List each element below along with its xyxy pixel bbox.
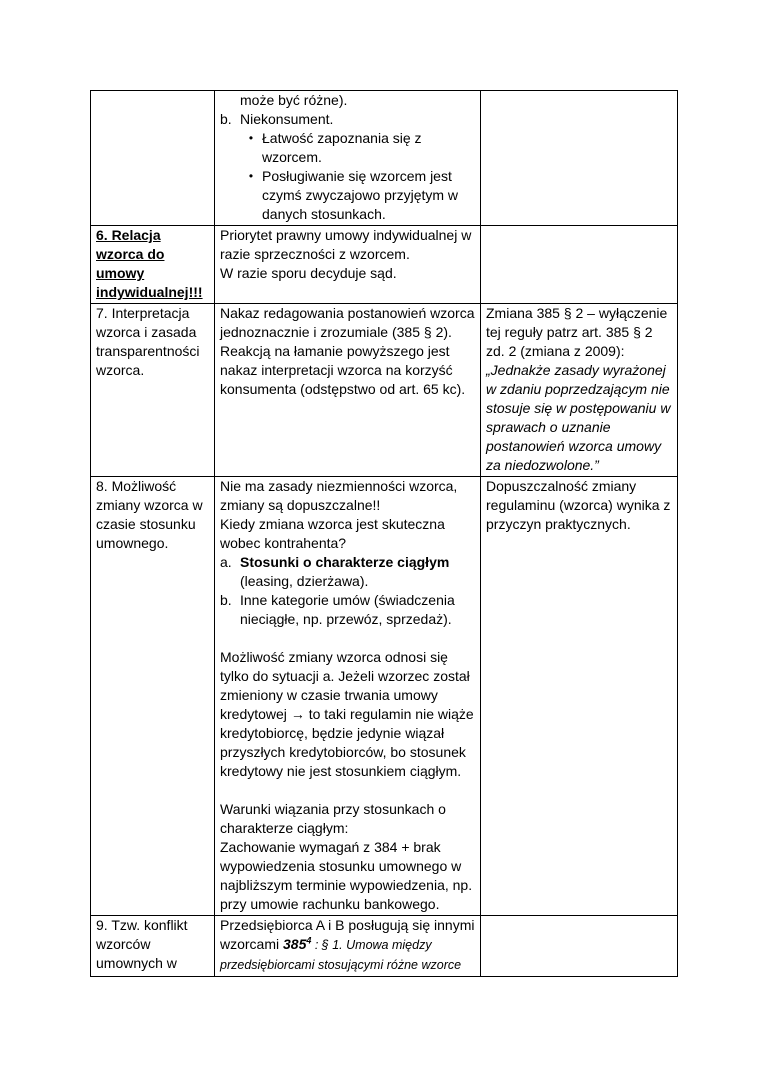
list-continuation: może być różne). [240,92,348,108]
note-text: Dopuszczalność zmiany regulaminu (wzorca) wynika z przyczyn praktycznych. [486,478,671,532]
paragraph: Przedsiębiorca A i B posługują się innymi wzorcami [220,917,475,952]
bullet-text: Posługiwanie się wzorcem jest czymś zwyczajowo przyjętym w danych stosunkach. [262,168,459,222]
quoted-provision: : § 1. Umowa między przedsiębiorcami stosującymi różne wzorce [220,938,462,972]
table-row [91,916,678,977]
article-superscript: 4 [306,935,312,946]
notes-table [90,90,678,977]
list-item [220,553,475,591]
table-row [91,477,678,916]
cell-topic [91,304,215,477]
cell-content [215,91,481,226]
paragraph: Kiedy zmiana wzorca jest skuteczna wobec kontrahenta? [220,516,445,551]
table-row [91,226,678,304]
table-row [91,304,678,477]
list-marker: b. [220,592,232,608]
paragraph: Zachowanie wymagań z 384 + brak wypowiedzenia stosunku umownego w najbliższym terminie wypowiedzenia, np. przy umowie rachunku bankowego. [220,839,473,912]
quoted-provision: „Jednakże zasady wyrażonej w zdaniu poprzedzającym nie stosuje się w postępowaniu w sprawach o uznanie postanowień wzorca umowy za niedozwolone.” [486,362,671,473]
bullet-icon: • [248,131,254,145]
cell-topic [91,91,215,226]
arrow-right-icon: → [290,706,305,722]
list-item-text: Inne kategorie umów (świadczenia nieciągłe, np. przewóz, sprzedaż). [240,592,455,627]
article-ref: 385 [283,936,307,952]
paragraph: Priorytet prawny umowy indywidualnej w razie sprzeczności z wzorcem. [220,227,472,262]
bullet-item [220,129,475,167]
cell-topic [91,226,215,304]
cell-notes [481,304,678,477]
list-item-text: (leasing, dzierżawa). [240,573,369,589]
topic-heading: 7. Interpretacja wzorca i zasada transparentności wzorca. [96,305,200,378]
cell-content [215,304,481,477]
note-text: Zmiana 385 § 2 – wyłączenie tej reguły patrz art. 385 § 2 zd. 2 (zmiana z 2009): [486,305,668,359]
list-item-text: Niekonsument. [240,111,334,127]
topic-heading: 9. Tzw. konflikt wzorców umownych w [96,917,188,971]
list-marker: a. [220,554,232,570]
paragraph: Warunki wiązania przy stosunkach o charakterze ciągłym: [220,801,446,836]
bullet-item [220,167,475,224]
cell-notes [481,916,678,977]
paragraph: Nakaz redagowania postanowień wzorca jednoznacznie i zrozumiale (385 § 2). Reakcją na łamanie powyższego jest nakaz interpretacji wzorca na korzyść konsumenta (odstępstwo od art. 65 kc). [220,305,475,397]
list-marker: b. [220,111,232,127]
list-item [220,110,475,129]
bullet-icon: • [248,169,254,183]
cell-topic [91,477,215,916]
cell-notes [481,477,678,916]
topic-heading: 8. Możliwość zmiany wzorca w czasie stosunku umownego. [96,478,203,551]
paragraph: Nie ma zasady niezmienności wzorca, zmiany są dopuszczalne!! [220,478,458,513]
topic-heading: 6. Relacja wzorca do umowy indywidualnej!!! [96,227,203,300]
cell-topic [91,916,215,977]
bullet-text: Łatwość zapoznania się z wzorcem. [262,130,422,165]
paragraph: W razie sporu decyduje sąd. [220,265,397,281]
list-item-bold: Stosunki o charakterze ciągłym [240,554,450,570]
cell-notes [481,91,678,226]
cell-content [215,226,481,304]
cell-content [215,477,481,916]
table-row [91,91,678,226]
paragraph: Możliwość zmiany wzorca odnosi się tylko do sytuacji a. Jeżeli wzorzec został zmieniony w czasie trwania umowy kredytowej → to taki regulamin nie wiąże kredytobiorcę, będzie jedynie wiązał przyszłych kredytobiorców, bo stosunek kredytowy nie jest stosunkiem ciągłym. [220,649,474,779]
cell-content [215,916,481,977]
cell-notes [481,226,678,304]
list-item [220,591,475,629]
